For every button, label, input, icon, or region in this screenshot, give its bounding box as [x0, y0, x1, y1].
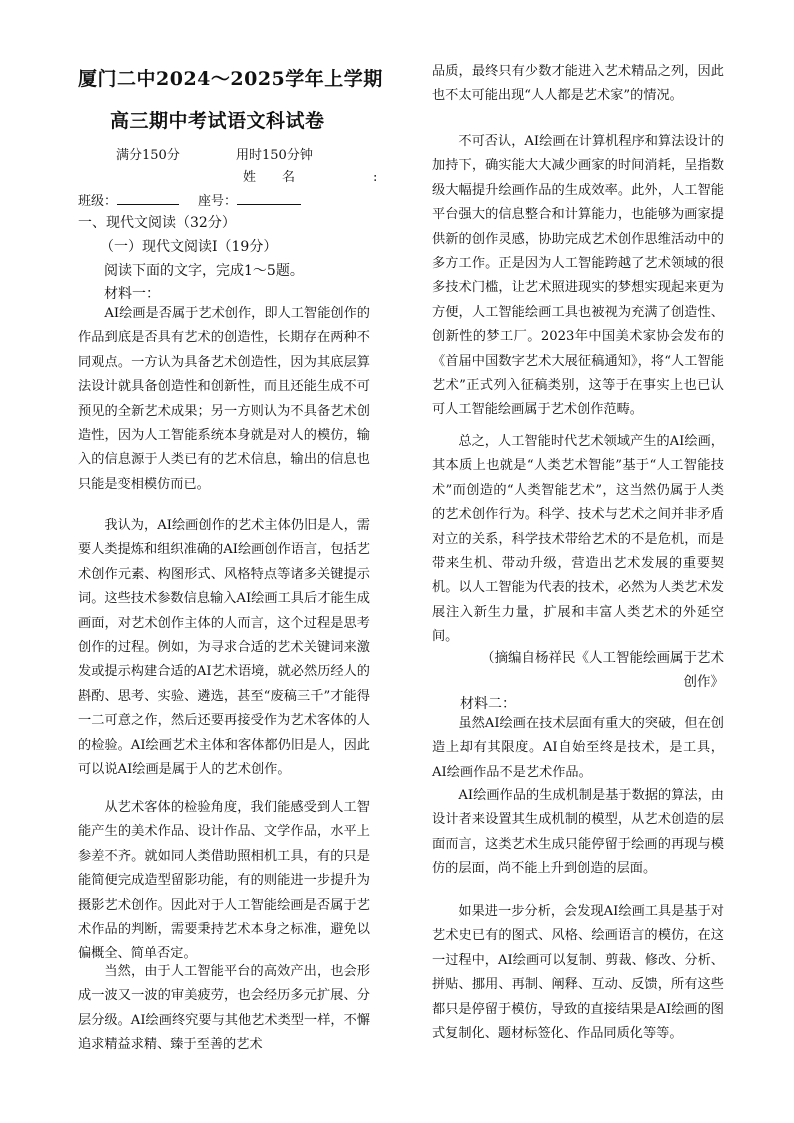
- paragraph: 从艺术客体的检验角度，我们能感受到人工智能产生的美术作品、设计作品、文学作品，水平上参差不齐。就如同人类借助照相机工具，有的只是能简便完成造型留影功能，有的则能进一步提升为摄影艺术创作。因此对于人工智能绘画是否属于艺术作品的判断，需要秉持艺术本身之标准，避免以偏概全、简单否定。: [78, 800, 370, 962]
- section-heading: 一、现代文阅读（32分）: [78, 215, 236, 231]
- exam-title-line2: 高三期中考试语文科试卷: [110, 110, 325, 132]
- instruction-text: 阅读下面的文字，完成1～5题。: [104, 263, 304, 279]
- source-citation: （摘编自杨祥民《人工智能绘画属于艺术创作》: [481, 650, 724, 691]
- paragraph: 如果进一步分析，会发现AI绘画工具是基于对艺术史已有的图式、风格、绘画语言的模仿，在这一过程中，AI绘画可以复制、剪裁、修改、分析、拼贴、挪用、再制、阐释、互动、反馈，所有这些都只是停留于模仿，导致的直接结果是AI绘画的图式复制化、题材标签化、作品同质化等等。: [432, 904, 724, 1042]
- paragraph: 当然，由于人工智能平台的高效产出，也会形成一波又一波的审美疲劳，也会经历多元扩展、分层分级。AI绘画终究要与其他艺术类型一样，不懈追求精益求精、臻于至善的艺术: [78, 964, 370, 1053]
- subsection-heading: （一）现代文阅读Ⅰ（19分）: [100, 239, 278, 255]
- exam-title-line1: 厦门二中2024～2025学年上学期: [78, 68, 383, 90]
- full-score: 满分150分: [116, 148, 180, 163]
- paragraph: AI绘画是否属于艺术创作，即人工智能创作的作品到底是否具有艺术的创造性，长期存在两种不同观点。一方认为具备艺术创造性，因为其底层算法设计就具备创造性和创新性，而且还能生成不可预见的全新艺术成果；另一方则认为不具备艺术创造性，因为人工智能系统本身就是对人的模仿，输入的信息源于人类已有的艺术信息，输出的信息也只能是变相模仿而已。: [78, 306, 370, 492]
- paragraph: 虽然AI绘画在技术层面有重大的突破，但在创造上却有其限度。AI自始至终是技术，是工具，AI绘画作品不是艺术作品。: [432, 716, 724, 780]
- paragraph: 总之，人工智能时代艺术领域产生的AI绘画，其本质上也就是“人类艺术智能”基于“人工智能技术”而创造的“人类智能艺术”，这当然仍属于人类的艺术创作行为。科学、技术与艺术之间并非矛盾对立的关系，科学技术带给艺术的不是危机，而是带来生机、带动升级，营造出艺术发展的重要契机。以人工智能为代表的技术，必然为人类艺术发展注入新生力量，扩展和丰富人类艺术的外延空间。: [432, 434, 724, 645]
- paragraph: 不可否认，AI绘画在计算机程序和算法设计的加持下，确实能大大减少画家的时间消耗，呈指数级大幅提升绘画作品的生成效率。此外，人工智能平台强大的信息整合和计算能力，也能够为画家提供新的创作灵感，协助完成艺术创作思维活动中的多方工作。正是因为人工智能跨越了艺术领域的很多技术门槛，让艺术照进现实的梦想实现起来更为方便，人工智能绘画工具也被视为充满了创造性、创新性的梦工厂。2023年中国美术家协会发布的《首届中国数字艺术大展征稿通知》，将“人工智能艺术”正式列入征稿类别，这等于在事实上也已认可人工智能绘画属于艺术创作范畴。: [432, 134, 724, 418]
- paragraph: AI绘画作品的生成机制是基于数据的算法，由设计者来设置其生成机制的模型，从艺术创造的层面而言，这类艺术生成只能停留于绘画的再现与模仿的层面，尚不能上升到创造的层面。: [432, 788, 724, 877]
- seat-label: 座号：: [198, 194, 238, 209]
- name-label: 姓 名 :: [243, 170, 378, 185]
- time-limit: 用时150分钟: [236, 148, 313, 163]
- paragraph: 品质，最终只有少数才能进入艺术精品之列，因此也不太可能出现“人人都是艺术家”的情况。: [432, 64, 724, 104]
- material-label: 材料二：: [460, 696, 516, 712]
- material-label: 材料一：: [104, 286, 160, 302]
- seat-field: [198, 190, 301, 209]
- class-field: [78, 190, 179, 209]
- class-blank[interactable]: [117, 192, 179, 205]
- paragraph: 我认为，AI绘画创作的艺术主体仍旧是人，需要人类提炼和组织准确的AI绘画创作语言，包括艺术创作元素、构图形式、风格特点等诸多关键提示词。这些技术参数信息输入AI绘画工具后才能生成画面，对艺术创作主体的人而言，这个过程是思考创作的过程。例如，为寻求合适的艺术关键词来激发或提示构建合适的AI艺术语境，就必然历经人的斟酌、思考、实验、遴选，甚至“废稿三千”才能得一二可意之作，然后还要再接受作为艺术客体的人的检验。AI绘画艺术主体和客体都仍旧是人，因此可以说AI绘画是属于人的艺术创作。: [78, 518, 370, 778]
- seat-blank[interactable]: [237, 192, 301, 205]
- class-label: 班级：: [78, 194, 118, 209]
